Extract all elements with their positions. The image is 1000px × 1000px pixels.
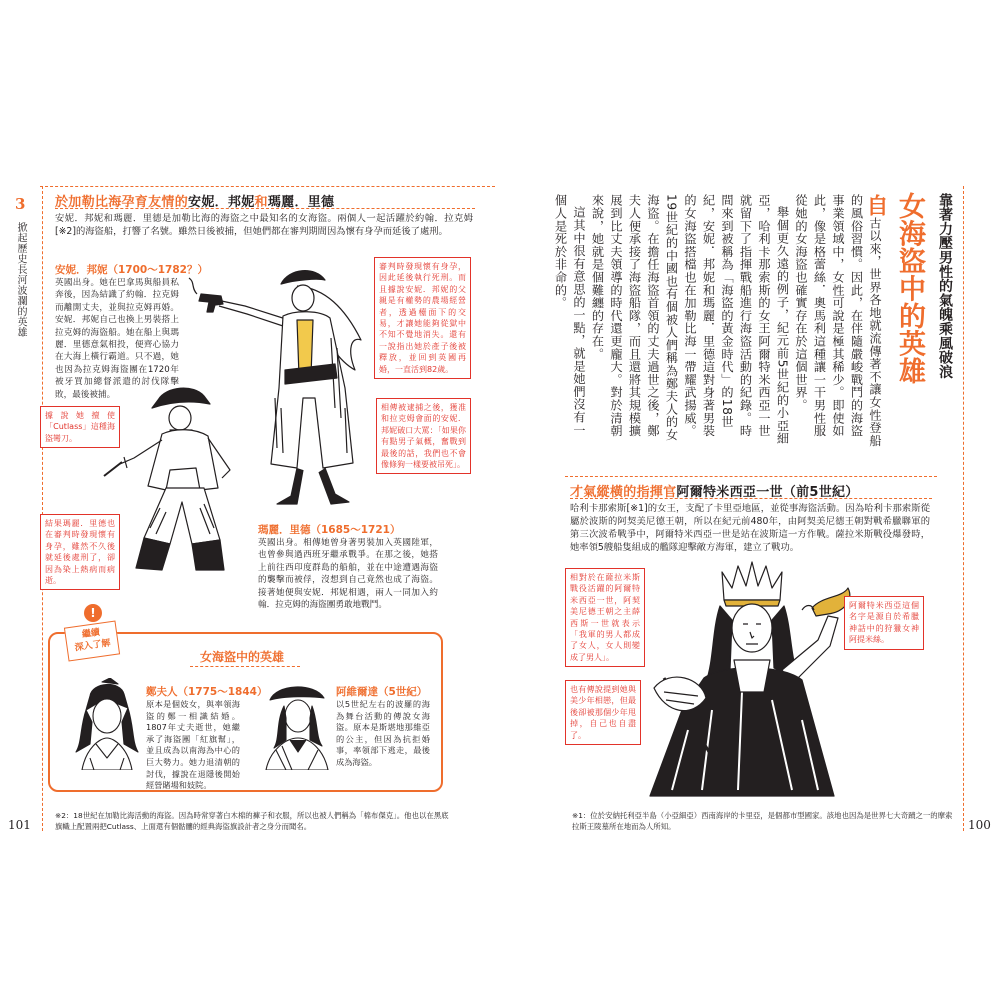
intro-paragraph-2: 舉個更久遠的例子，紀元前5世紀的小亞細亞，哈利卡那索斯的女王阿爾特米西亞一世就留下了指揮戰船進行海盜活動的紀錄。時間來到被稱為「海盜的黃金時代」的18世紀，安妮．邦妮和瑪麗．里德這對身著男裝的女海盜搭檔也在加勒比海一帶耀武揚威。19世紀的中國也有個被人們稱為鄭夫人的女海盜。在擔任海盜首領的丈夫過世之後，鄭夫人便承接了海盜船隊，而且還將其規模擴展到比丈夫領導的時代還更龐大。對於清朝來說，她就是個難纏的存在。 [590,194,790,445]
heading-name-mary: 瑪麗．里德 [267,195,335,210]
alvilda-portrait [262,678,332,770]
page-number-left: 101 [8,818,31,832]
left-footnote: ※2：18世紀在加勒比海活動的海盜。因為時常穿著白木棉的褲子和衣服，所以也被人們稱為「棉布傑克」。他也以在黑底旗幟上配置兩把Cutlass、上面還有個骷髏的經典海盜旗設計者之身分而聞名。 [55,811,449,831]
artemisia-illustration [642,560,857,800]
right-title-small: 靠著力壓男性的氣魄乘風破浪 [937,193,953,379]
right-page-side-rule [963,186,964,831]
chapter-title: 掀起歷史長河波瀾的英雄 [15,222,26,338]
alvilda-title: 阿維爾達（5世紀） [336,686,428,698]
deep-dive-badge [64,621,120,662]
intro-paragraph-1 [792,194,888,449]
anne-body: 英國出身。她在巴拿馬與船員私奔後，因為結識了約翰．拉克姆而離開丈夫，並與拉克姆再婚。安妮．邦妮自己也換上男裝搭上拉克姆的海盜船。她在船上與瑪麗．里德意氣相投，便齊心協力在大海上橫行霸道。只不過，她也因為拉克姆海盜團在1720年被牙買加總督派遣的討伐隊擊敗，最後被捕。 [55,278,179,400]
note-anne-fate: 審判時發現懷有身孕，因此延後執行死刑。而且據說安妮．邦妮的父親是有權勢的農場經營者，透過檯面下的交易，才讓她能夠從獄中不知不覺地消失。還有一說指出她於產子後被釋放，並回到英國再婚，一直活到82歲。 [374,257,471,379]
right-title: 女海盜中的英雄 [894,192,925,385]
alvilda-body: 以5世紀左右的波羅的海為舞台活動的傳說女海盜。原本是斯堪地那維亞的公主，但因為抗拒婚事，率領部下逃走，最後成為海盜。 [336,699,430,767]
drop-cap: 自 [863,194,888,217]
mary-title: 瑪麗．里德（1685～1721） [258,524,401,536]
anne-title: 安妮．邦妮（1700～1782？） [55,264,208,276]
mary-read-illustration [100,378,270,578]
zheng-title: 鄭夫人（1775～1844） [146,686,268,698]
deep-dive-title: 女海盜中的英雄 [200,650,285,664]
badge-line-1: 繼續 [81,627,101,641]
intro-paragraph-3: 這其中很有意思的一點，就是她們沒有一個人是死於非命的。 [553,194,586,437]
heading-artemisia-prefix: 才氣縱橫的指揮官 [570,485,677,500]
left-page-side-rule [42,186,43,831]
zheng-body: 原本是個妓女，與率領海盜的鄭一相識結婚。1807年丈夫逝世，她繼承了海盜團「紅旗幫」，並且成為以南海為中心的巨大勢力。她力退清朝的討伐，據說在退隱後開始經營賭場和妓院。 [146,699,240,791]
heading-name-anne: 安妮．邦妮 [188,195,255,210]
artemisia-section-top-rule [565,476,937,477]
artemisia-body: 哈利卡那索斯[※1]的女王，支配了卡里亞地區，並從事海盜活動。因為哈利卡那索斯從屬於波斯的阿契美尼德王朝，所以在紀元前480年，由阿契美尼德王朝對戰希臘聯軍的第三次波希戰爭中，阿爾特米西亞一世是站在波斯這一方作戰。薩拉米斯戰役爆發時，她率領5艘船隻組成的艦隊迎擊敵方海軍，建立了戰功。 [570,503,930,553]
deep-dive-title-underline [190,666,300,667]
heading-artemisia-name: 阿爾特米西亞一世（前5世紀） [676,485,859,500]
right-footnote: ※1：位於安納托利亞半島（小亞細亞）西南海岸的卡里亞，是個都市型國家。該地也因為是世界七大奇蹟之一的摩索拉斯王陵墓所在地而為人所知。 [572,811,953,831]
left-page-top-rule [40,186,495,187]
note-anne-quote: 相傳被逮捕之後，獲准和拉克姆會面的安妮．邦妮破口大罵：「如果你有點男子氣概，奮戰到最後的話，我們也不會像條狗一樣要被吊死」。 [376,398,471,474]
right-intro-vertical-text [553,194,888,449]
heading-underline [55,208,475,209]
intro-paragraph-1-text: 古以來，世界各地就流傳著不讓女性登船的風俗習慣。因此，在伴隨嚴峻戰鬥的海盜事業領域中，女性可說是極其稀少。即使如此，像是格蕾絲．奧馬利這種讓一干男性服從她的女海盜也確實存在於這個世界。 [794,194,882,448]
heading-prefix: 於加勒比海孕育友情的 [55,195,189,210]
badge-line-2: 深入了解 [74,638,112,654]
heading-conj: 和 [254,195,268,210]
artemisia-heading-underline [570,498,932,499]
intro-paragraph: 安妮．邦妮和瑪麗．里德是加勒比海的海盜之中最知名的女海盜。兩個人一起活躍於約翰．拉克姆[※2]的海盜船，打響了名號。雖然日後被捕，但她們都在審判期間因為懷有身孕而延後了處刑。 [55,213,473,237]
exclamation-icon: ! [84,604,102,622]
mary-body: 英國出身。相傳她曾身著男裝加入英國陸軍，也曾參與過西班牙繼承戰爭。在那之後，她搭上前往西印度群島的船舶，並在中途遭遇海盜的襲擊而被俘，沒想到自己竟然也成了海盜。接著她便與安妮．邦妮相遇，兩人一同加入約翰．拉克姆的海盜團勇敢地戰鬥。 [258,538,438,611]
note-cutlass: 據說她擅使「Cutlass」這種海盜彎刀。 [40,406,120,448]
page-number-right: 100 [968,818,991,832]
zheng-portrait [72,678,142,770]
chapter-number: 3 [15,195,26,213]
note-name-origin: 阿爾特米西亞這個名字是源自於希臘神話中的狩獵女神阿提米絲。 [844,596,924,650]
note-xerxes: 相對於在薩拉米斯戰役活躍的阿爾特米西亞一世，阿契美尼德王朝之主薛西斯一世就表示「我軍的男人都成了女人，女人則變成了男人」。 [565,568,645,667]
note-mary-fate: 結果瑪麗．里德也在審判時發現懷有身孕，雖然不久後就延後處刑了，卻因為染上熱病而病逝。 [40,514,120,590]
note-legend: 也有傳說提到她與美少年相戀，但最後卻被那個少年甩掉，自己也自盡了。 [565,680,641,745]
